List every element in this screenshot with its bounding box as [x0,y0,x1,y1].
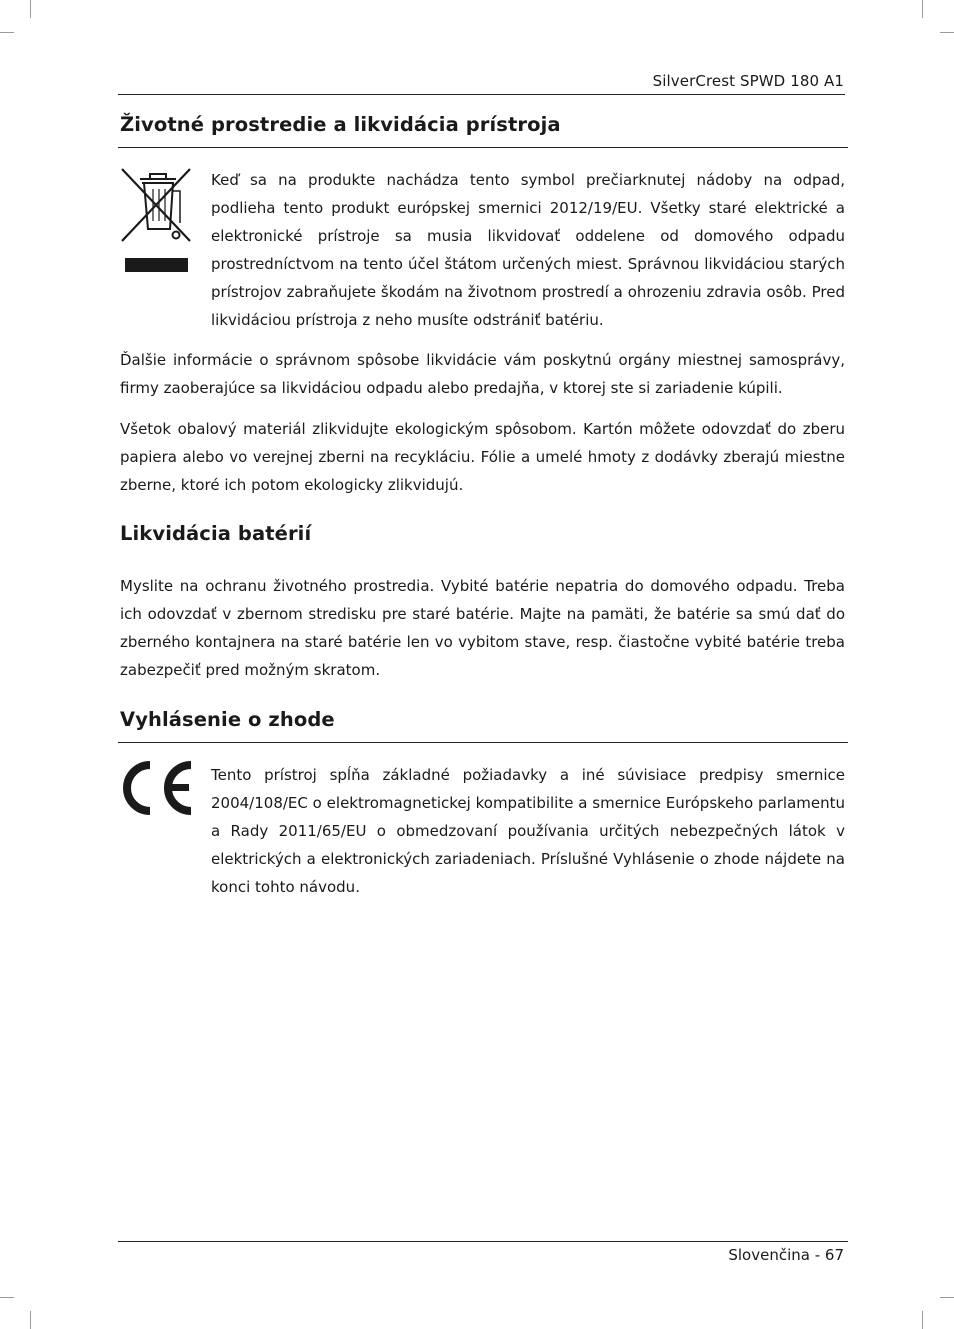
page-number: Slovenčina - 67 [728,1246,844,1264]
crop-mark [30,0,31,18]
section-rule [118,742,848,743]
crop-mark [922,1311,923,1329]
section-rule [118,147,848,148]
footer-rule [118,1241,848,1242]
crop-mark [0,1297,14,1298]
section-title-environment: Životné prostredie a likvidácia prístroja [120,113,561,136]
paragraph: Ďalšie informácie o správnom spôsobe likvidácie vám poskytnú orgány miestnej samosprávy, firmy zaoberajúce sa likvidáciou odpadu alebo predajňa, v ktorej ste si zariadenie kúpili. [120,351,845,397]
section-title-batteries: Likvidácia batérií [120,522,312,545]
running-header: SilverCrest SPWD 180 A1 [652,72,844,90]
crop-mark [0,32,14,33]
section-title-conformity: Vyhlásenie o zhode [120,708,335,731]
paragraph: Myslite na ochranu životného prostredia. Vybité batérie nepatria do domového odpadu. Treba ich odovzdať v zbernom stredisku pre staré batérie. Majte na pamäti, že batérie sa smú dať do zberného kontajnera na staré batérie len vo vybitom stave, resp. čiastočne vybité batérie treba zabezpečiť pred možným skratom. [120,577,845,679]
paragraph: Keď sa na produkte nachádza tento symbol prečiarknutej nádoby na odpad, podlieha tento produkt európskej smernici 2012/19/EU. Všetky staré elektrické a elektronické prístroje sa musia likvidovať oddelene od domového odpadu prostredníctvom na tento účel štátom určených miest. Správnou likvidáciou starých prístrojov zabraňujete škodám na životnom prostredí a ohrozeniu zdravia osôb. Pred likvidáciou prístroja z neho musíte odstrániť batériu. [211,171,845,329]
crop-mark [30,1311,31,1329]
paragraph: Všetok obalový materiál zlikvidujte ekologickým spôsobom. Kartón môžete odovzdať do zberu papiera alebo vo verejnej zberni na recykláciu. Fólie a umelé hmoty z dodávky zberajú miestne zberne, ktoré ich potom ekologicky zlikvidujú. [120,420,845,494]
crop-mark [940,32,954,33]
crop-mark [922,0,923,18]
crossed-out-wheelie-bin-icon [120,165,192,279]
crop-mark [940,1297,954,1298]
header-rule [118,94,845,95]
paragraph: Tento prístroj spĺňa základné požiadavky a iné súvisiace predpisy smernice 2004/108/EC o elektromagnetickej kompatibilite a smernice Európskeho parlamentu a Rady 2011/65/EU o obmedzovaní používania určitých nebezpečných látok v elektrických a elektronických zariadeniach. Príslušné Vyhlásenie o zhode nájdete na konci tohto návodu. [211,766,845,896]
ce-mark-icon [119,760,195,820]
